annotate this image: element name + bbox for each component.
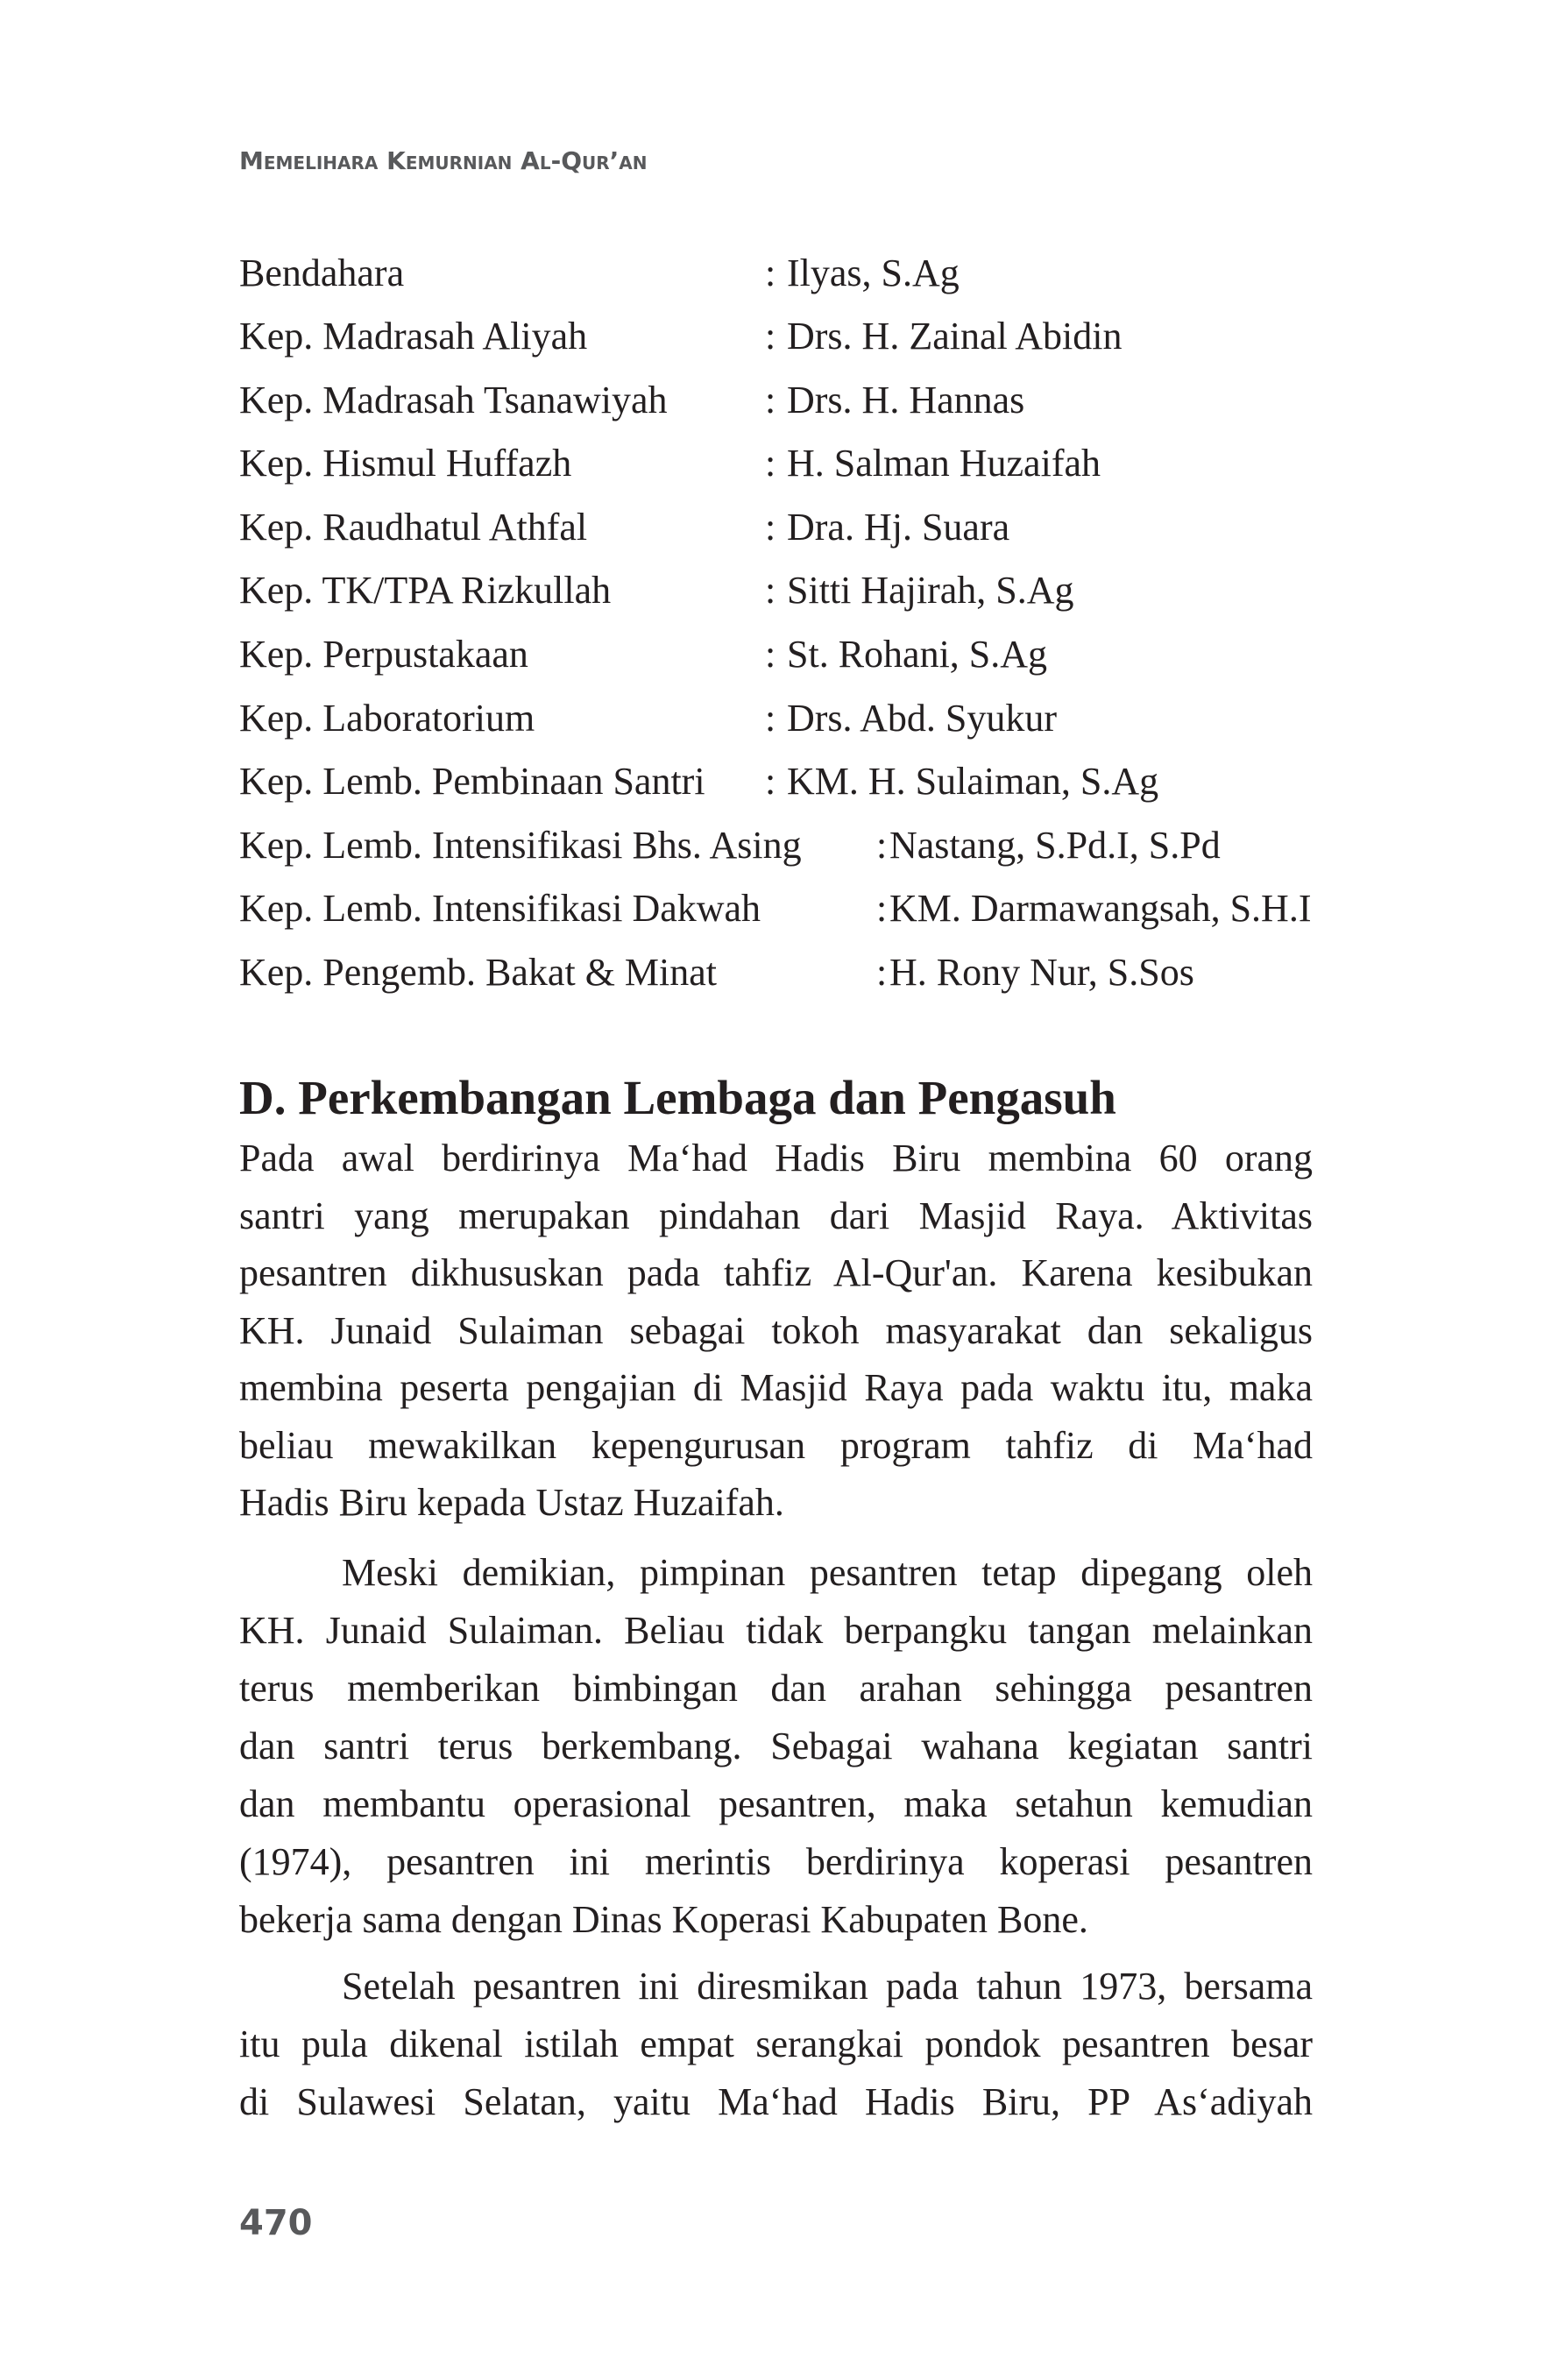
separator: : — [765, 379, 776, 421]
staff-role: Kep. Perpustakaan — [239, 633, 528, 676]
text-line: Meski demikian, pimpinan pesantren tetap dipegang oleh — [342, 1551, 1313, 1594]
separator: : — [876, 951, 888, 994]
text-line: bekerja sama dengan Dinas Koperasi Kabupaten Bone. — [239, 1898, 1088, 1941]
staff-role: Kep. Laboratorium — [239, 697, 535, 740]
staff-name: Nastang, S.Pd.I, S.Pd — [889, 824, 1221, 867]
staff-role: Kep. Lemb. Pembinaan Santri — [239, 760, 705, 803]
text-line: di Sulawesi Selatan, yaitu Ma‘had Hadis Biru, PP As‘adiyah — [239, 2080, 1313, 2123]
staff-name: St. Rohani, S.Ag — [787, 633, 1048, 676]
separator: : — [765, 506, 776, 549]
staff-name: Dra. Hj. Suara — [787, 506, 1010, 549]
text-line: dan membantu operasional pesantren, maka setahun kemudian — [239, 1782, 1313, 1825]
staff-role: Kep. Hismul Huffazh — [239, 442, 572, 485]
staff-row — [239, 564, 1326, 617]
separator: : — [876, 824, 888, 867]
running-head: Memelihara Kemurnian Al-Qur’an — [239, 146, 648, 175]
staff-role: Kep. Madrasah Aliyah — [239, 315, 588, 358]
text-line: terus memberikan bimbingan dan arahan sehingga pesantren — [239, 1667, 1313, 1710]
staff-name: Drs. Abd. Syukur — [787, 697, 1058, 740]
staff-role: Kep. Lemb. Intensifikasi Bhs. Asing — [239, 824, 802, 867]
text-line: santri yang merupakan pindahan dari Masjid Raya. Aktivitas — [239, 1194, 1313, 1237]
staff-row — [239, 310, 1326, 363]
staff-row — [239, 692, 1326, 745]
staff-role: Kep. Lemb. Intensifikasi Dakwah — [239, 887, 761, 930]
separator: : — [765, 251, 776, 294]
staff-name: Drs. H. Zainal Abidin — [787, 315, 1123, 358]
separator: : — [765, 697, 776, 740]
text-line: membina peserta pengajian di Masjid Raya pada waktu itu, maka — [239, 1366, 1313, 1409]
text-line: KH. Junaid Sulaiman sebagai tokoh masyarakat dan sekaligus — [239, 1309, 1313, 1352]
staff-row — [239, 247, 1326, 300]
separator: : — [876, 887, 888, 930]
text-line: Pada awal berdirinya Ma‘had Hadis Biru membina 60 orang — [239, 1137, 1313, 1179]
staff-row — [239, 819, 1326, 872]
staff-name: KM. Darmawangsah, S.H.I — [889, 887, 1312, 930]
staff-row — [239, 501, 1326, 554]
staff-name: KM. H. Sulaiman, S.Ag — [787, 760, 1159, 803]
section-heading: D. Perkembangan Lembaga dan Pengasuh — [239, 1071, 1116, 1124]
staff-role: Kep. TK/TPA Rizkullah — [239, 569, 612, 612]
separator: : — [765, 633, 776, 676]
staff-row — [239, 946, 1326, 999]
separator: : — [765, 569, 776, 612]
staff-role: Bendahara — [239, 251, 405, 294]
staff-role: Kep. Pengemb. Bakat & Minat — [239, 951, 718, 994]
staff-row — [239, 437, 1326, 490]
text-line: pesantren dikhususkan pada tahfiz Al-Qur'an. Karena kesibukan — [239, 1251, 1313, 1294]
separator: : — [765, 760, 776, 803]
staff-row — [239, 628, 1326, 681]
separator: : — [765, 315, 776, 358]
text-line: dan santri terus berkembang. Sebagai wahana kegiatan santri — [239, 1725, 1313, 1767]
staff-name: H. Rony Nur, S.Sos — [889, 951, 1194, 994]
text-line: Setelah pesantren ini diresmikan pada tahun 1973, bersama — [342, 1965, 1313, 2008]
staff-name: Ilyas, S.Ag — [787, 251, 960, 294]
separator: : — [765, 442, 776, 485]
staff-name: H. Salman Huzaifah — [787, 442, 1101, 485]
staff-name: Drs. H. Hannas — [787, 379, 1025, 421]
text-line: (1974), pesantren ini merintis berdirinya koperasi pesantren — [239, 1840, 1313, 1883]
staff-role: Kep. Madrasah Tsanawiyah — [239, 379, 668, 421]
staff-name: Sitti Hajirah, S.Ag — [787, 569, 1074, 612]
staff-row — [239, 882, 1326, 935]
staff-row — [239, 374, 1326, 427]
page-number: 470 — [239, 2203, 313, 2243]
text-line: Hadis Biru kepada Ustaz Huzaifah. — [239, 1481, 784, 1524]
text-line: beliau mewakilkan kepengurusan program tahfiz di Ma‘had — [239, 1424, 1313, 1467]
staff-role: Kep. Raudhatul Athfal — [239, 506, 588, 549]
text-line: itu pula dikenal istilah empat serangkai pondok pesantren besar — [239, 2022, 1313, 2065]
staff-row — [239, 755, 1326, 808]
text-line: KH. Junaid Sulaiman. Beliau tidak berpangku tangan melainkan — [239, 1609, 1313, 1652]
